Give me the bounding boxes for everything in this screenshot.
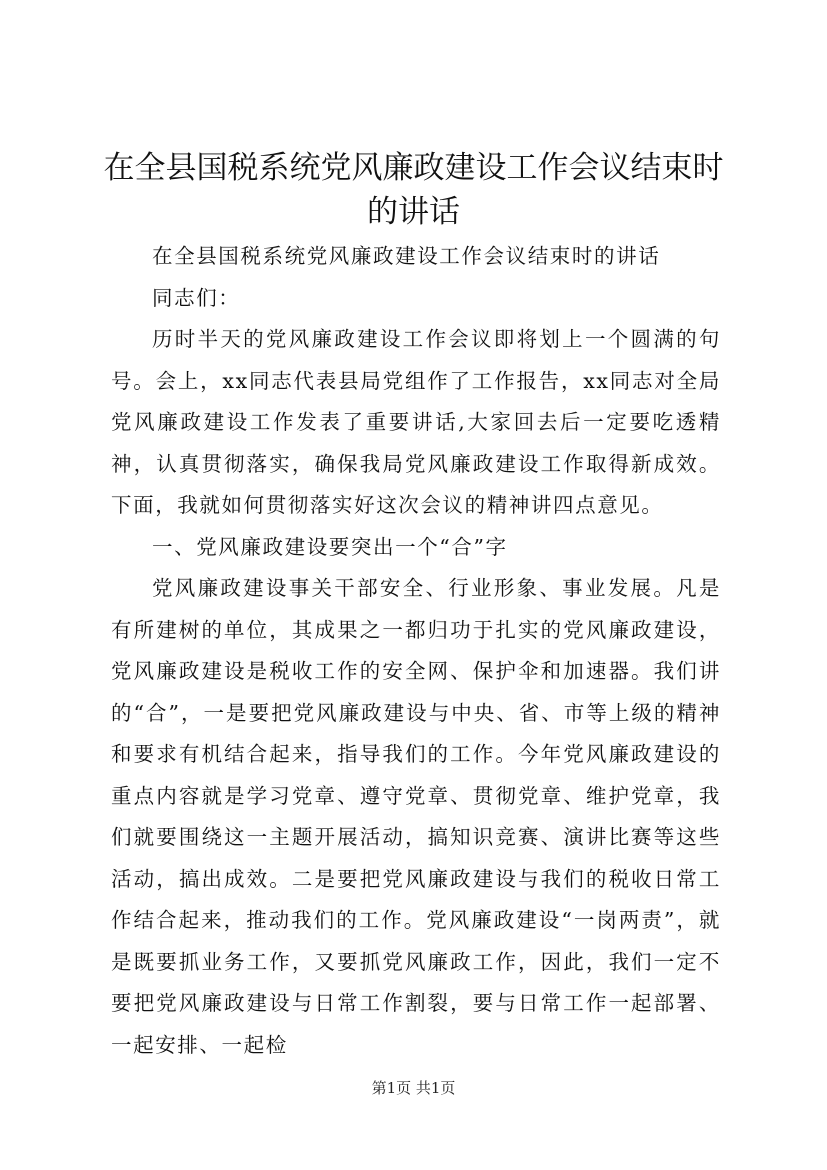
- document-body: [111, 236, 721, 1066]
- title-line-1: 在全县国税系统党风廉政建设工作会议结束时: [103, 150, 724, 186]
- section-heading: 一、党风廉政建设要突出一个“合”字: [152, 534, 508, 559]
- page-footer: 第1页 共1页: [371, 1079, 456, 1097]
- subtitle-paragraph: 在全县国税系统党风廉政建设工作会议结束时的讲话: [152, 244, 661, 268]
- document-title: [100, 146, 727, 234]
- intro-paragraph: 历时半天的党风廉政建设工作会议即将划上一个圆满的句号。会上，xx同志代表县局党组作了工作报告，xx同志对全局党风廉政建设工作发表了重要讲话,大家回去后一定要吃透精神，认真贯彻落实，确保我局党风廉政建设工作取得新成效。下面，我就如何贯彻落实好这次会议的精神讲四点意见。: [111, 327, 721, 517]
- title-line-2: 的讲话: [367, 194, 460, 230]
- section-paragraph: 党风廉政建设事关干部安全、行业形象、事业发展。凡是有所建树的单位，其成果之一都归功于扎实的党风廉政建设，党风廉政建设是税收工作的安全网、保护伞和加速器。我们讲的“合”，一是要把党风廉政建设与中央、省、市等上级的精神和要求有机结合起来，指导我们的工作。今年党风廉政建设的重点内容就是学习党章、遵守党章、贯彻党章、维护党章，我们就要围绕这一主题开展活动，搞知识竞赛、演讲比赛等这些活动，搞出成效。二是要把党风廉政建设与我们的税收日常工作结合起来，推动我们的工作。党风廉政建设“一岗两责”，就是既要抓业务工作，又要抓党风廉政工作，因此，我们一定不要把党风廉政建设与日常工作割裂，要与日常工作一起部署、一起安排、一起检: [111, 576, 721, 1057]
- salutation-paragraph: 同志们：: [152, 285, 241, 310]
